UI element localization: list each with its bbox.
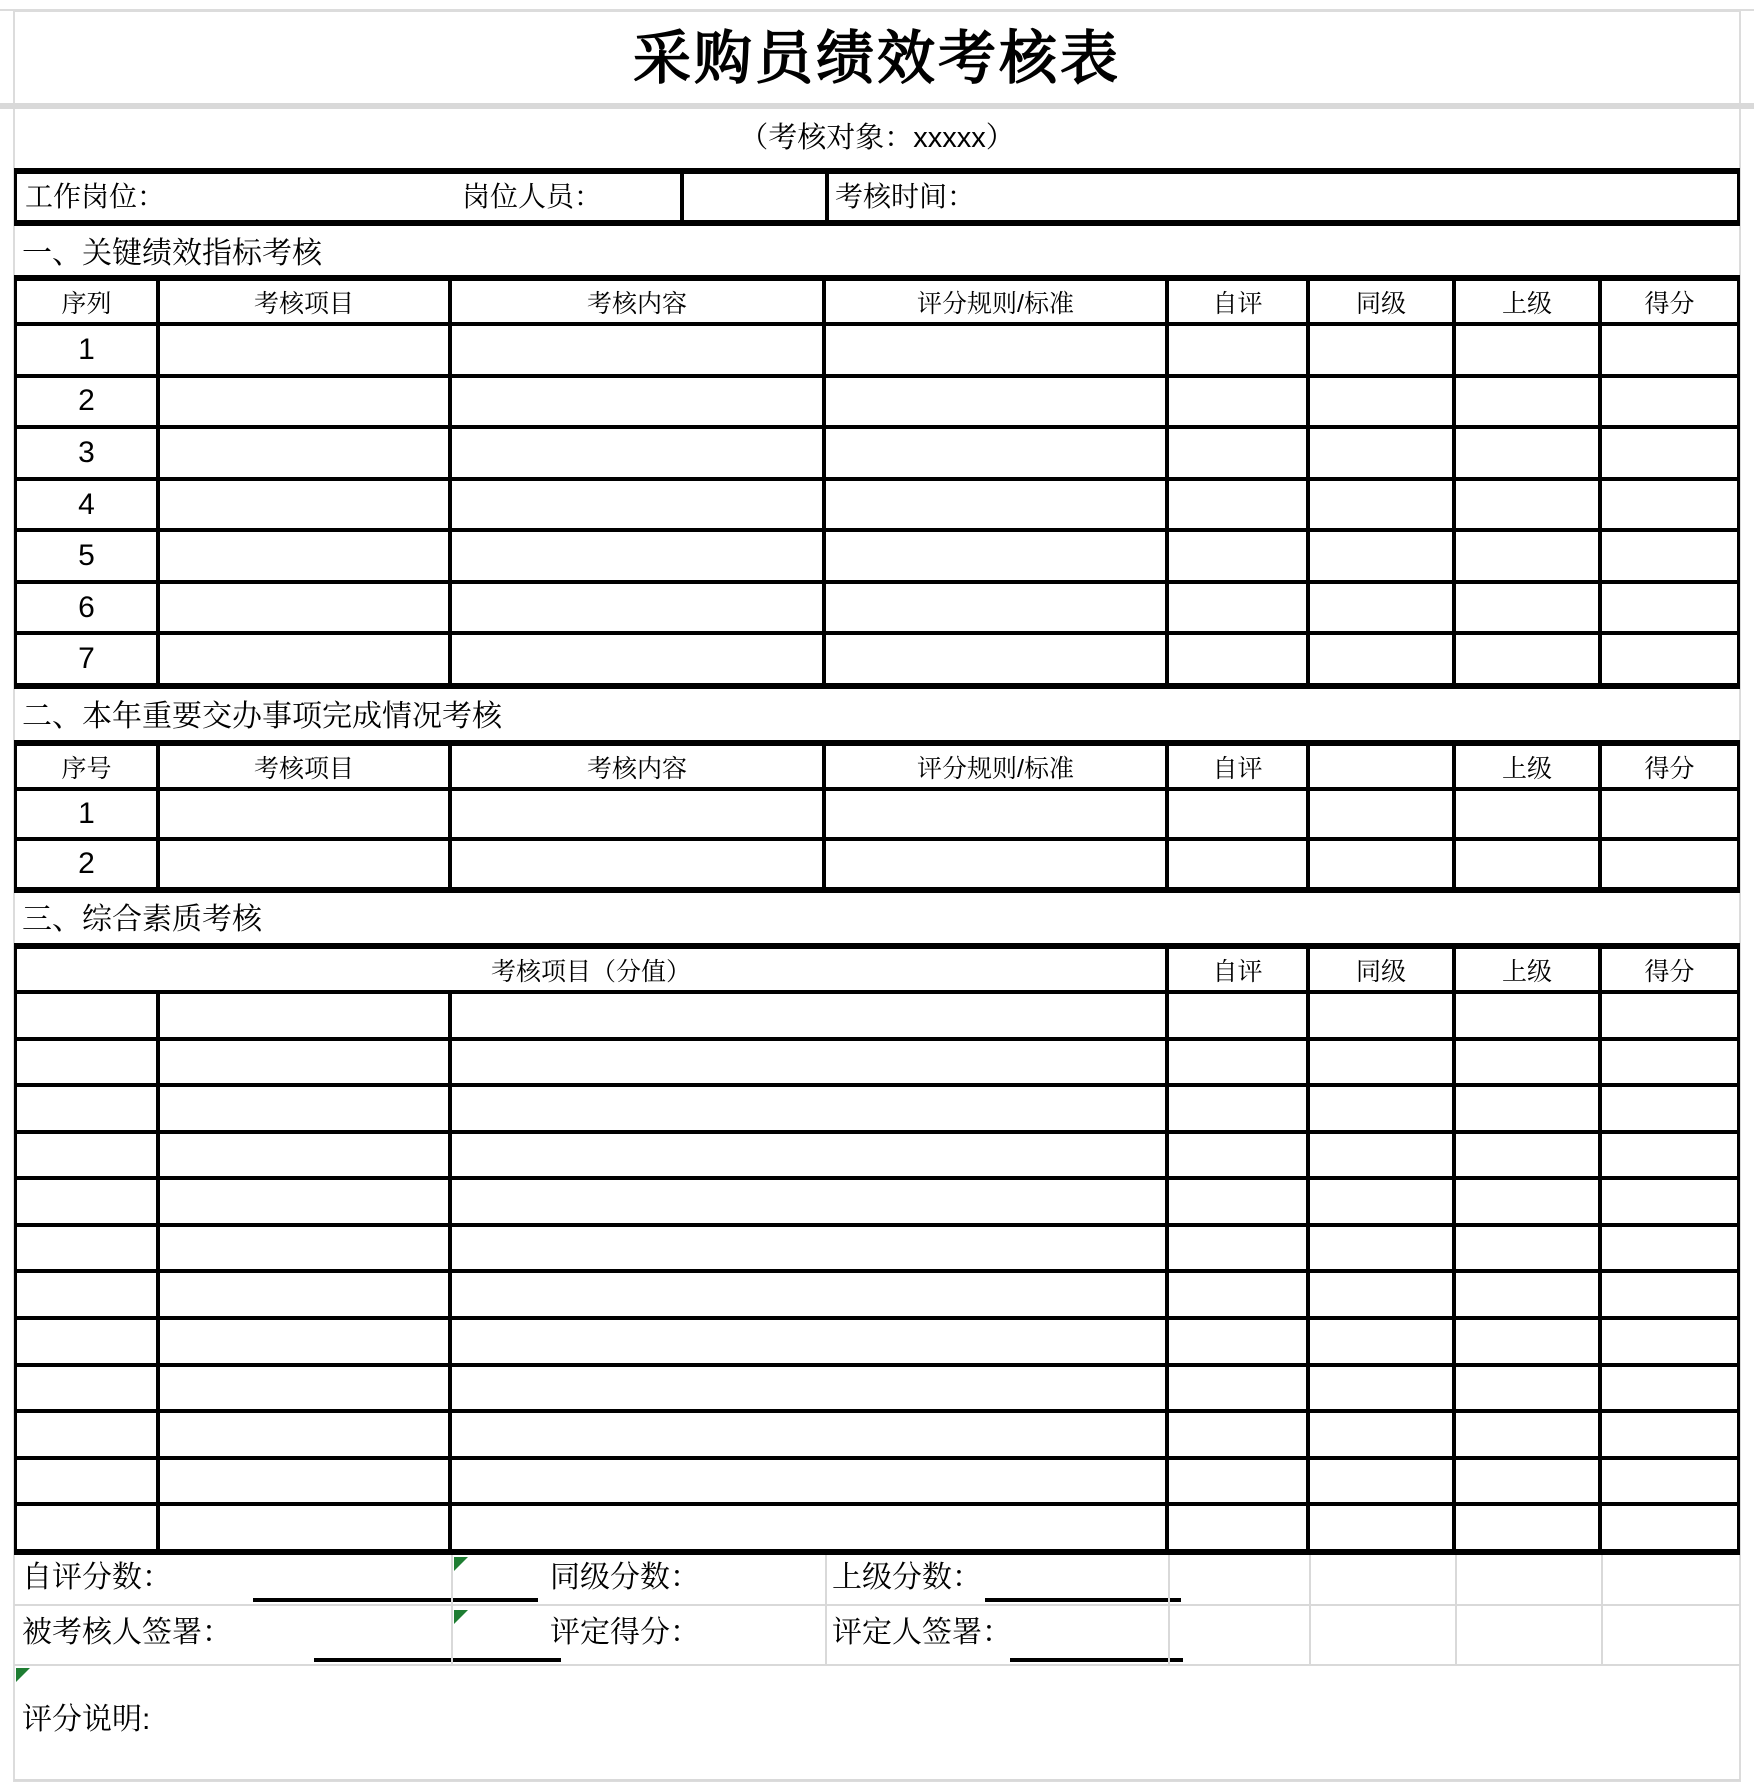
empty-cell[interactable]	[1169, 326, 1310, 374]
empty-cell[interactable]	[17, 1320, 160, 1363]
empty-score-cell[interactable]	[1169, 1413, 1310, 1456]
peer-score-label: 同级分数：	[550, 1561, 700, 1594]
empty-score-cell[interactable]	[1602, 1413, 1737, 1456]
item-column-header: 考核项目（分值）	[17, 949, 1169, 990]
empty-cell[interactable]	[160, 1041, 452, 1084]
empty-cell[interactable]	[1456, 635, 1602, 683]
person-blank-cell[interactable]	[684, 174, 825, 220]
row-number-cell: 7	[17, 635, 160, 683]
column-header: 自评	[1169, 949, 1310, 990]
table-row	[17, 1460, 1737, 1507]
empty-score-cell[interactable]	[1602, 994, 1737, 1037]
empty-cell[interactable]	[160, 1227, 452, 1270]
footer-gridline-1	[14, 1604, 1740, 1606]
empty-cell[interactable]	[452, 1460, 1169, 1503]
table-row	[17, 994, 1737, 1041]
empty-score-cell[interactable]	[1169, 1134, 1310, 1177]
rater-signature-line[interactable]	[1010, 1658, 1183, 1662]
empty-cell[interactable]	[160, 791, 452, 837]
scoring-notes-label: 评分说明:	[22, 1703, 151, 1736]
empty-cell[interactable]	[452, 1367, 1169, 1410]
empty-cell[interactable]	[160, 1134, 452, 1177]
empty-cell[interactable]	[452, 1134, 1169, 1177]
empty-score-cell[interactable]	[1456, 994, 1602, 1037]
empty-score-cell[interactable]	[1169, 1320, 1310, 1363]
empty-cell[interactable]	[452, 841, 826, 887]
empty-cell[interactable]	[1602, 532, 1737, 580]
empty-cell[interactable]	[17, 1087, 160, 1130]
empty-score-cell[interactable]	[1456, 1227, 1602, 1270]
empty-score-cell[interactable]	[1310, 1367, 1456, 1410]
empty-cell[interactable]	[1602, 429, 1737, 477]
empty-cell[interactable]	[1169, 584, 1310, 632]
empty-score-cell[interactable]	[1602, 1087, 1737, 1130]
empty-cell[interactable]	[826, 481, 1169, 529]
empty-cell[interactable]	[17, 1273, 160, 1316]
column-header: 序号	[17, 746, 160, 787]
table-row	[17, 481, 1737, 533]
table-row	[17, 1041, 1737, 1088]
footer-vgridline-4	[1309, 1555, 1311, 1666]
empty-cell[interactable]	[1310, 326, 1456, 374]
superior-score-blank-line[interactable]	[985, 1598, 1181, 1602]
empty-score-cell[interactable]	[1602, 1367, 1737, 1410]
empty-cell[interactable]	[17, 1506, 160, 1549]
empty-cell[interactable]	[826, 791, 1169, 837]
empty-score-cell[interactable]	[1310, 1413, 1456, 1456]
column-header: 序列	[17, 281, 160, 322]
empty-cell[interactable]	[452, 791, 826, 837]
empty-cell[interactable]	[17, 994, 160, 1037]
footer-vgridline-2	[825, 1555, 827, 1666]
empty-cell[interactable]	[160, 1180, 452, 1223]
empty-cell[interactable]	[452, 994, 1169, 1037]
table-row	[17, 1180, 1737, 1227]
empty-cell[interactable]	[17, 1460, 160, 1503]
empty-cell[interactable]	[452, 378, 826, 426]
empty-cell[interactable]	[160, 481, 452, 529]
empty-cell[interactable]	[1169, 429, 1310, 477]
empty-score-cell[interactable]	[1310, 1087, 1456, 1130]
empty-cell[interactable]	[160, 326, 452, 374]
empty-cell[interactable]	[160, 584, 452, 632]
empty-cell[interactable]	[452, 584, 826, 632]
empty-cell[interactable]	[1169, 532, 1310, 580]
column-header: 评分规则/标准	[826, 746, 1169, 787]
empty-cell[interactable]	[1602, 584, 1737, 632]
empty-score-cell[interactable]	[1456, 1180, 1602, 1223]
empty-score-cell[interactable]	[1602, 1320, 1737, 1363]
column-header: 同级	[1310, 281, 1456, 322]
column-header: 得分	[1644, 754, 1695, 783]
empty-cell[interactable]	[160, 1506, 452, 1549]
column-header	[1310, 746, 1456, 787]
empty-cell[interactable]	[1169, 635, 1310, 683]
section2-heading: 二、本年重要交办事项完成情况考核	[22, 700, 502, 733]
table-row	[17, 378, 1737, 430]
empty-score-cell[interactable]	[1602, 1180, 1737, 1223]
empty-score-cell[interactable]	[1602, 1041, 1737, 1084]
key-tasks-table	[14, 740, 1740, 893]
column-header: 上级	[1456, 281, 1602, 322]
row-number-cell: 2	[17, 378, 160, 426]
empty-cell[interactable]	[452, 1227, 1169, 1270]
self-score-label: 自评分数：	[22, 1561, 172, 1594]
empty-cell[interactable]	[1310, 481, 1456, 529]
table-row	[17, 326, 1737, 378]
empty-cell[interactable]	[826, 378, 1169, 426]
row-number-cell: 1	[17, 326, 160, 374]
empty-cell[interactable]	[1456, 481, 1602, 529]
empty-cell[interactable]	[160, 378, 452, 426]
table-row	[17, 532, 1737, 584]
empty-score-cell[interactable]	[1602, 1460, 1737, 1503]
empty-cell[interactable]	[452, 429, 826, 477]
empty-cell[interactable]	[1169, 791, 1310, 837]
empty-cell[interactable]	[1310, 635, 1456, 683]
overall-quality-table	[14, 943, 1740, 1555]
empty-score-cell[interactable]	[1456, 1320, 1602, 1363]
empty-cell[interactable]	[160, 1087, 452, 1130]
empty-score-cell[interactable]	[1602, 1506, 1737, 1549]
table-row	[17, 1273, 1737, 1320]
empty-score-cell[interactable]	[1169, 1087, 1310, 1130]
empty-cell[interactable]	[1310, 791, 1456, 837]
empty-score-cell[interactable]	[1169, 1180, 1310, 1223]
empty-cell[interactable]	[1602, 635, 1737, 683]
empty-cell[interactable]	[1456, 429, 1602, 477]
column-header: 考核项目	[160, 281, 452, 322]
empty-score-cell[interactable]	[1310, 1041, 1456, 1084]
empty-score-cell[interactable]	[1602, 1273, 1737, 1316]
table-row	[17, 1134, 1737, 1181]
assessee-signature-line[interactable]	[314, 1658, 561, 1662]
table-row	[17, 1087, 1737, 1134]
empty-score-cell[interactable]	[1456, 1041, 1602, 1084]
empty-cell[interactable]	[452, 1413, 1169, 1456]
kpi-assessment-table	[14, 275, 1740, 689]
job-position-label: 工作岗位：	[25, 181, 166, 212]
empty-cell[interactable]	[1456, 378, 1602, 426]
assessment-time-label: 考核时间：	[835, 181, 976, 212]
empty-score-cell[interactable]	[1169, 1273, 1310, 1316]
empty-cell[interactable]	[1456, 326, 1602, 374]
empty-cell[interactable]	[17, 1367, 160, 1410]
empty-score-cell[interactable]	[1456, 1367, 1602, 1410]
footer-vgridline-6	[1601, 1555, 1603, 1666]
column-header: 考核项目	[160, 746, 452, 787]
table-row	[17, 1367, 1737, 1414]
table-row	[17, 841, 1737, 887]
empty-cell[interactable]	[160, 1273, 452, 1316]
column-header: 同级	[1310, 949, 1456, 990]
empty-cell[interactable]	[1602, 841, 1737, 887]
empty-cell[interactable]	[452, 1320, 1169, 1363]
empty-cell[interactable]	[1310, 532, 1456, 580]
row-number-cell: 2	[17, 841, 160, 887]
empty-cell[interactable]	[160, 1460, 452, 1503]
empty-score-cell[interactable]	[1310, 1320, 1456, 1363]
empty-cell[interactable]	[452, 326, 826, 374]
empty-cell[interactable]	[1456, 841, 1602, 887]
empty-score-cell[interactable]	[1310, 1273, 1456, 1316]
empty-score-cell[interactable]	[1456, 1087, 1602, 1130]
empty-cell[interactable]	[1169, 481, 1310, 529]
empty-cell[interactable]	[1456, 532, 1602, 580]
rating-score-label: 评定得分：	[550, 1616, 700, 1649]
empty-cell[interactable]	[826, 635, 1169, 683]
empty-score-cell[interactable]	[1169, 1460, 1310, 1503]
empty-cell[interactable]	[452, 635, 826, 683]
empty-cell[interactable]	[452, 1087, 1169, 1130]
empty-cell[interactable]	[452, 1180, 1169, 1223]
header-row	[17, 746, 1737, 791]
section1-heading: 一、关键绩效指标考核	[22, 237, 322, 270]
superior-score-label: 上级分数：	[832, 1561, 982, 1594]
assessee-signature-label: 被考核人签署：	[22, 1616, 232, 1649]
column-header: 得分	[1644, 957, 1695, 986]
empty-cell[interactable]	[160, 1413, 452, 1456]
empty-score-cell[interactable]	[1310, 1506, 1456, 1549]
table-row	[17, 1506, 1737, 1549]
table-row	[17, 584, 1737, 636]
empty-cell[interactable]	[160, 429, 452, 477]
empty-cell[interactable]	[160, 1320, 452, 1363]
empty-cell[interactable]	[826, 532, 1169, 580]
empty-score-cell[interactable]	[1169, 1506, 1310, 1549]
footer-vgridline-3	[1168, 1555, 1170, 1666]
empty-cell[interactable]	[1456, 791, 1602, 837]
empty-score-cell[interactable]	[1310, 1460, 1456, 1503]
footer-gridline-3	[14, 1779, 1740, 1781]
row-number-cell: 4	[17, 481, 160, 529]
empty-score-cell[interactable]	[1602, 1227, 1737, 1270]
info-row	[14, 168, 1740, 226]
row-number-cell: 1	[17, 791, 160, 837]
empty-cell[interactable]	[826, 841, 1169, 887]
empty-score-cell[interactable]	[1310, 994, 1456, 1037]
empty-cell[interactable]	[1602, 326, 1737, 374]
table-row	[17, 429, 1737, 481]
empty-cell[interactable]	[1169, 378, 1310, 426]
empty-score-cell[interactable]	[1169, 1367, 1310, 1410]
empty-score-cell[interactable]	[1456, 1460, 1602, 1503]
empty-score-cell[interactable]	[1169, 1041, 1310, 1084]
position-person-label: 岗位人员：	[462, 181, 603, 212]
table-row	[17, 1320, 1737, 1367]
table-row	[17, 1227, 1737, 1274]
footer-vgridline-1	[451, 1555, 453, 1666]
assessment-target-subtitle: （考核对象：xxxxx）	[739, 122, 1015, 154]
empty-cell[interactable]	[1456, 584, 1602, 632]
footer-vgridline-5	[1455, 1555, 1457, 1666]
table-row	[17, 635, 1737, 683]
empty-score-cell[interactable]	[1456, 1413, 1602, 1456]
column-header: 上级	[1456, 746, 1602, 787]
empty-cell[interactable]	[17, 1413, 160, 1456]
footer-gridline-2	[14, 1664, 1740, 1666]
empty-cell[interactable]	[17, 1134, 160, 1177]
empty-cell[interactable]	[1169, 841, 1310, 887]
column-header: 自评	[1169, 281, 1310, 322]
empty-cell[interactable]	[1310, 429, 1456, 477]
empty-cell[interactable]	[826, 326, 1169, 374]
column-header: 考核内容	[452, 281, 826, 322]
rater-signature-label: 评定人签署：	[832, 1616, 1012, 1649]
empty-score-cell[interactable]	[1310, 1134, 1456, 1177]
empty-cell[interactable]	[160, 635, 452, 683]
empty-cell[interactable]	[1310, 584, 1456, 632]
table-row	[17, 791, 1737, 841]
empty-cell[interactable]	[17, 1041, 160, 1084]
page-title: 采购员绩效考核表	[632, 26, 1121, 91]
info-divider-2	[825, 174, 829, 220]
empty-cell[interactable]	[452, 532, 826, 580]
empty-cell[interactable]	[826, 429, 1169, 477]
empty-cell[interactable]	[452, 481, 826, 529]
empty-cell[interactable]	[160, 532, 452, 580]
empty-score-cell[interactable]	[1456, 1134, 1602, 1177]
header-row	[17, 281, 1737, 326]
empty-score-cell[interactable]	[1310, 1180, 1456, 1223]
error-flag-icon	[16, 1668, 30, 1682]
empty-cell[interactable]	[452, 1506, 1169, 1549]
header-row	[17, 949, 1737, 994]
empty-cell[interactable]	[17, 1227, 160, 1270]
empty-cell[interactable]	[1310, 841, 1456, 887]
column-header: 考核内容	[452, 746, 826, 787]
empty-cell[interactable]	[452, 1273, 1169, 1316]
empty-score-cell[interactable]	[1456, 1506, 1602, 1549]
error-flag-icon	[454, 1557, 468, 1571]
empty-cell[interactable]	[17, 1180, 160, 1223]
empty-score-cell[interactable]	[1456, 1273, 1602, 1316]
empty-score-cell[interactable]	[1169, 1227, 1310, 1270]
table-row	[17, 1413, 1737, 1460]
column-header: 上级	[1456, 949, 1602, 990]
empty-cell[interactable]	[1310, 378, 1456, 426]
row-number-cell: 3	[17, 429, 160, 477]
empty-cell[interactable]	[160, 841, 452, 887]
column-header: 自评	[1169, 746, 1310, 787]
column-header: 评分规则/标准	[826, 281, 1169, 322]
empty-cell[interactable]	[160, 1367, 452, 1410]
empty-score-cell[interactable]	[1169, 994, 1310, 1037]
empty-score-cell[interactable]	[1310, 1227, 1456, 1270]
empty-cell[interactable]	[1602, 791, 1737, 837]
empty-cell[interactable]	[160, 994, 452, 1037]
empty-cell[interactable]	[452, 1041, 1169, 1084]
empty-cell[interactable]	[1602, 378, 1737, 426]
empty-cell[interactable]	[826, 584, 1169, 632]
row-number-cell: 6	[17, 584, 160, 632]
empty-cell[interactable]	[1602, 481, 1737, 529]
error-flag-icon	[454, 1610, 468, 1624]
section3-heading: 三、综合素质考核	[22, 903, 262, 936]
column-header: 得分	[1644, 289, 1695, 318]
row-number-cell: 5	[17, 532, 160, 580]
self-score-blank-line[interactable]	[253, 1598, 538, 1602]
empty-score-cell[interactable]	[1602, 1134, 1737, 1177]
